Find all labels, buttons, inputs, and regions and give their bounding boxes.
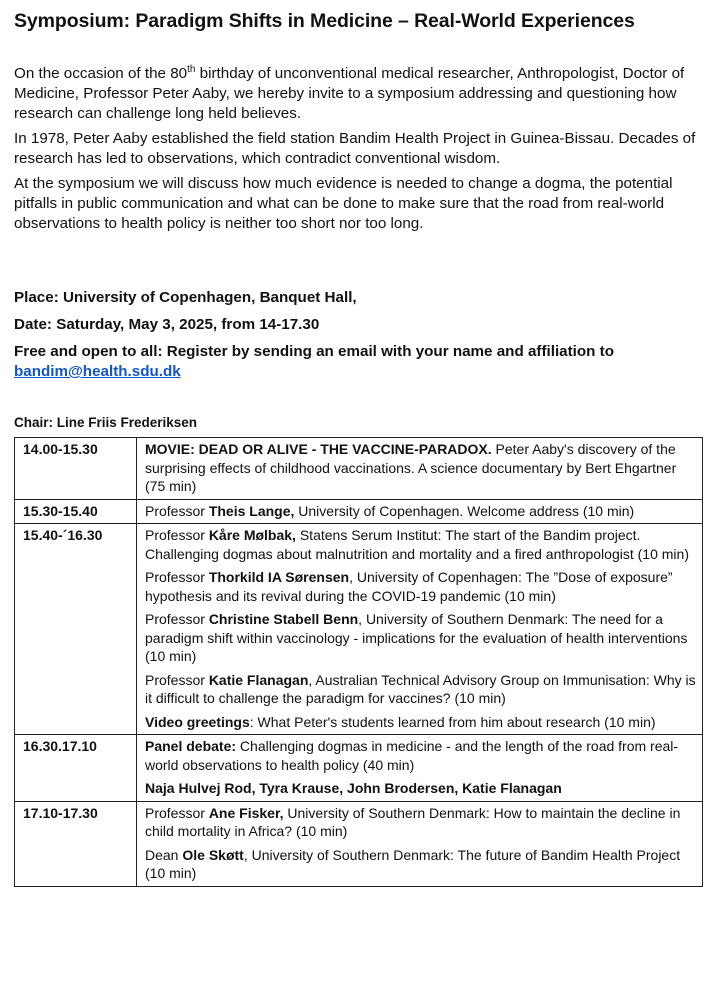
speaker-title: Professor — [145, 611, 209, 627]
place-line: Place: University of Copenhagen, Banquet Hall, — [14, 289, 357, 306]
schedule-row-4 — [15, 735, 703, 802]
speaker-title: Professor — [145, 502, 209, 519]
time-cell: 16.30.17.10 — [15, 735, 137, 802]
register-line — [14, 342, 706, 382]
date-line: Date: Saturday, May 3, 2025, from 14-17.30 — [14, 316, 320, 333]
session-cell — [137, 499, 703, 524]
speaker-name: Ole Skøtt — [182, 846, 244, 863]
panel-members: Naja Hulvej Rod, Tyra Krause, John Brodersen, Katie Flanagan — [145, 780, 562, 796]
session-title: MOVIE: DEAD OR ALIVE - THE VACCINE-PARADOX. — [145, 441, 492, 457]
session-cell — [137, 524, 703, 735]
session-cell — [137, 438, 703, 500]
speaker-name: Christine Stabell Benn — [208, 611, 359, 627]
speaker-title: Dean — [145, 846, 183, 863]
document-title: Symposium: Paradigm Shifts in Medicine – Real-World Experiences — [14, 10, 635, 32]
session-text: Peter Aaby's discovery of the surprising effects of childhood vaccinations. A science documentary by Bert Ehgartner (75 min) — [145, 441, 677, 494]
session-entry — [145, 713, 696, 732]
session-entry — [145, 779, 696, 798]
session-text: , University of Copenhagen: The ”Dose of exposure” hypothesis and its revival during the COVID-19 pandemic (10 min) — [145, 569, 673, 604]
speaker-name: Ane Fisker, — [208, 804, 284, 821]
session-text: : What Peter's students learned from him about research (10 min) — [249, 713, 656, 730]
intro-section — [14, 64, 706, 239]
session-text: , Australian Technical Advisory Group on Immunisation: Why is it difficult to challenge the paradigm for vaccines? (10 min) — [145, 671, 696, 706]
session-entry — [145, 737, 696, 774]
chair-line: Chair: Line Friis Frederiksen — [14, 415, 198, 430]
session-entry — [145, 671, 696, 708]
speaker-name: Thorkild IA Sørensen — [208, 569, 350, 585]
time-cell: 15.30-15.40 — [15, 499, 137, 524]
schedule-row-3 — [15, 524, 703, 735]
session-text: Challenging dogmas in medicine - and the length of the road from real-world observations to health policy (40 min) — [145, 738, 679, 773]
schedule-table — [14, 437, 703, 887]
time-cell: 14.00-15.30 — [15, 438, 137, 500]
session-entry — [145, 846, 696, 883]
session-cell — [137, 801, 703, 886]
session-entry — [145, 526, 696, 563]
speaker-title: Professor — [145, 527, 209, 543]
ordinal-suffix: th — [187, 63, 196, 75]
event-info — [14, 288, 706, 389]
session-text: Statens Serum Institut: The start of the Bandim project. Challenging dogmas about malnutrition and mortality and a fired anthropologist (10 min) — [145, 527, 689, 562]
speaker-title: Professor — [145, 804, 209, 821]
intro-paragraph-1 — [14, 64, 706, 124]
email-link[interactable]: bandim@health.sdu.dk — [14, 363, 181, 380]
intro-text: On the occasion of the 80 — [14, 65, 188, 82]
session-entry — [145, 502, 696, 521]
speaker-title: Professor — [145, 569, 209, 585]
intro-paragraph-2: In 1978, Peter Aaby established the field station Bandim Health Project in Guinea-Bissau. Decades of research has led to observations, which contradict conventional wisdom. — [14, 130, 696, 167]
session-text: , University of Southern Denmark: The future of Bandim Health Project (10 min) — [145, 846, 681, 881]
intro-paragraph-3: At the symposium we will discuss how much evidence is needed to change a dogma, the potential pitfalls in public communication and what can be done to make sure that the road from real-world observations to health policy is neither too short nor too long. — [14, 175, 673, 232]
intro-text: birthday of unconventional medical researcher, Anthropologist, Doctor of Medicine, Professor Peter Aaby, we hereby invite to a symposium addressing and questioning how research can challenge long held believes. — [14, 65, 685, 122]
speaker-name: Kåre Mølbak, — [208, 527, 296, 543]
schedule-row-1 — [15, 438, 703, 500]
session-cell — [137, 735, 703, 802]
schedule-row-5 — [15, 801, 703, 886]
time-cell: 17.10-17.30 — [15, 801, 137, 886]
session-title: Video greetings — [145, 713, 250, 730]
session-entry — [145, 440, 696, 496]
session-entry — [145, 568, 696, 605]
session-text: , University of Southern Denmark: The need for a paradigm shift within vaccinology - implications for the evaluation of health interventions (10 min) — [145, 611, 688, 664]
session-text: University of Southern Denmark: How to maintain the decline in child mortality in Africa? (10 min) — [145, 804, 681, 839]
speaker-name: Theis Lange, — [208, 502, 295, 519]
register-text: Free and open to all: Register by sending an email with your name and affiliation to — [14, 343, 614, 360]
session-entry — [145, 804, 696, 841]
speaker-name: Katie Flanagan — [208, 671, 309, 688]
time-cell: 15.40-´16.30 — [15, 524, 137, 735]
session-entry — [145, 610, 696, 666]
session-text: University of Copenhagen. Welcome address (10 min) — [294, 502, 635, 519]
speaker-title: Professor — [145, 671, 209, 688]
schedule-row-2 — [15, 499, 703, 524]
session-title: Panel debate: — [145, 738, 237, 754]
